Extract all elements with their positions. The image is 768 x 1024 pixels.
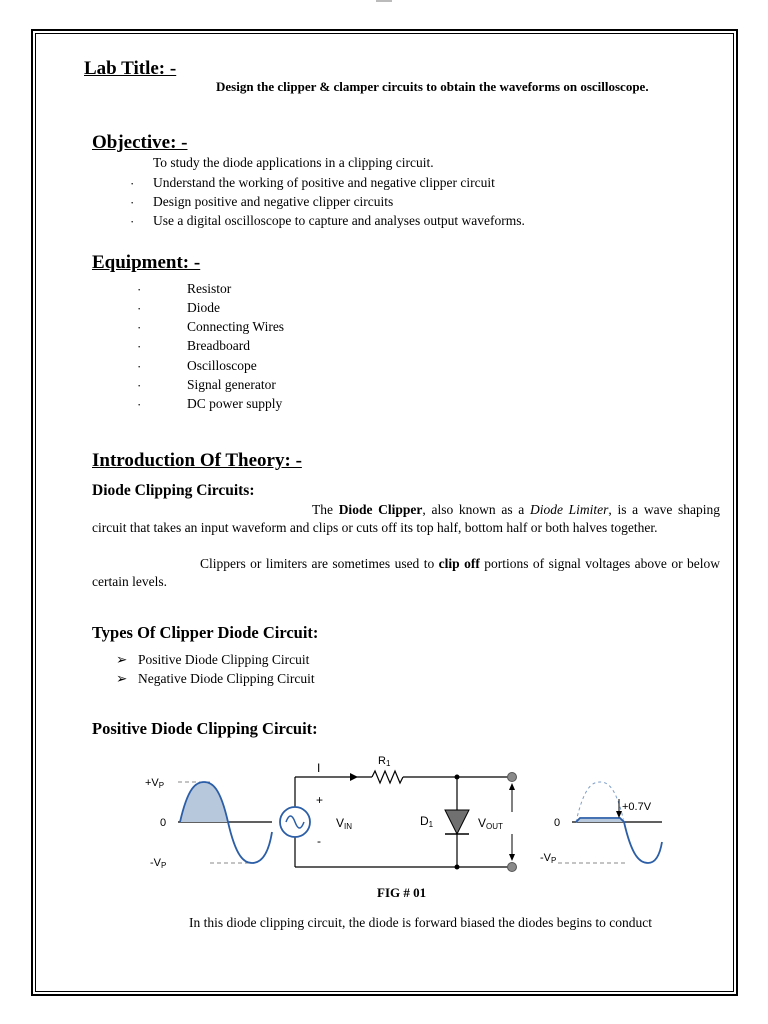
positive-clipping-heading: Positive Diode Clipping Circuit: (92, 719, 318, 738)
bullet-dot: · (137, 359, 142, 374)
input-zero-label: 0 (160, 817, 167, 829)
bullet-dot: · (137, 339, 142, 354)
equipment-heading: Equipment: - (92, 252, 201, 273)
diode-label: D1 (420, 814, 434, 829)
positive-clipper-figure (140, 752, 680, 876)
objective-item: Design positive and negative clipper circuits (153, 194, 394, 209)
objective-item: Use a digital oscilloscope to capture and analyses output waveforms. (153, 213, 525, 228)
output-terminal-top (508, 773, 517, 782)
bullet-dot: · (137, 320, 142, 335)
clip-level-label: +0.7V (622, 801, 652, 813)
lab-title-label: Lab Title: - (84, 58, 177, 79)
lab-title-text: Design the clipper & clamper circuits to obtain the waveforms on oscilloscope. (216, 79, 649, 94)
resistor-symbol (372, 771, 403, 783)
page-mark (376, 0, 392, 2)
input-vp-minus-label: -VP (150, 857, 167, 870)
output-zero-label: 0 (554, 817, 561, 829)
theory-paragraph-2: Clippers or limiters are sometimes used to clip off portions of signal voltages above or below certain levels. (92, 556, 720, 589)
theory-paragraph-1: The Diode Clipper, also known as a Diode Limiter, is a wave shaping circuit that takes an input waveform and clips or cuts off its top half, bottom half or both halves together. (92, 502, 720, 535)
types-item: Positive Diode Clipping Circuit (138, 652, 310, 667)
bullet-dot: · (130, 176, 135, 191)
output-terminal-bottom (508, 863, 517, 872)
clipping-subheading: Diode Clipping Circuits: (92, 482, 255, 499)
bullet-dot: · (137, 282, 142, 297)
equipment-item: Signal generator (187, 377, 276, 392)
equipment-item: Diode (187, 300, 220, 315)
input-waveform (145, 777, 272, 870)
diode-symbol (445, 810, 469, 834)
equipment-item: Breadboard (187, 338, 250, 353)
theory-heading: Introduction Of Theory: - (92, 450, 302, 471)
current-arrow-icon (350, 773, 358, 781)
equipment-item: Oscilloscope (187, 358, 257, 373)
arrow-bullet-icon: ➢ (116, 652, 128, 667)
objective-heading: Objective: - (92, 132, 188, 153)
objective-item: Understand the working of positive and negative clipper circuit (153, 175, 495, 190)
output-waveform (540, 782, 662, 865)
types-item: Negative Diode Clipping Circuit (138, 671, 315, 686)
input-vp-plus-label: +VP (145, 777, 165, 790)
source-minus-label: - (317, 834, 321, 848)
vout-label: VOUT (478, 816, 503, 831)
bullet-dot: · (130, 214, 135, 229)
vin-label: VIN (336, 816, 353, 831)
source-plus-label: + (316, 793, 324, 807)
bullet-dot: · (137, 378, 142, 393)
bullet-dot: · (137, 397, 142, 412)
equipment-item: DC power supply (187, 396, 283, 411)
arrow-bullet-icon: ➢ (116, 671, 128, 686)
types-heading: Types Of Clipper Diode Circuit: (92, 623, 319, 642)
output-vp-minus-label: -VP (540, 852, 557, 865)
bullet-dot: · (137, 301, 142, 316)
equipment-item: Resistor (187, 281, 232, 296)
closing-paragraph: In this diode clipping circuit, the diode is forward biased the diodes begins to conduct (189, 915, 653, 930)
objective-intro: To study the diode applications in a clipping circuit. (153, 155, 434, 170)
equipment-item: Connecting Wires (187, 319, 285, 334)
clipper-circuit (280, 755, 517, 872)
resistor-label: R1 (378, 755, 391, 768)
figure-caption: FIG # 01 (377, 885, 427, 900)
current-label: I (317, 761, 321, 775)
bullet-dot: · (130, 195, 135, 210)
